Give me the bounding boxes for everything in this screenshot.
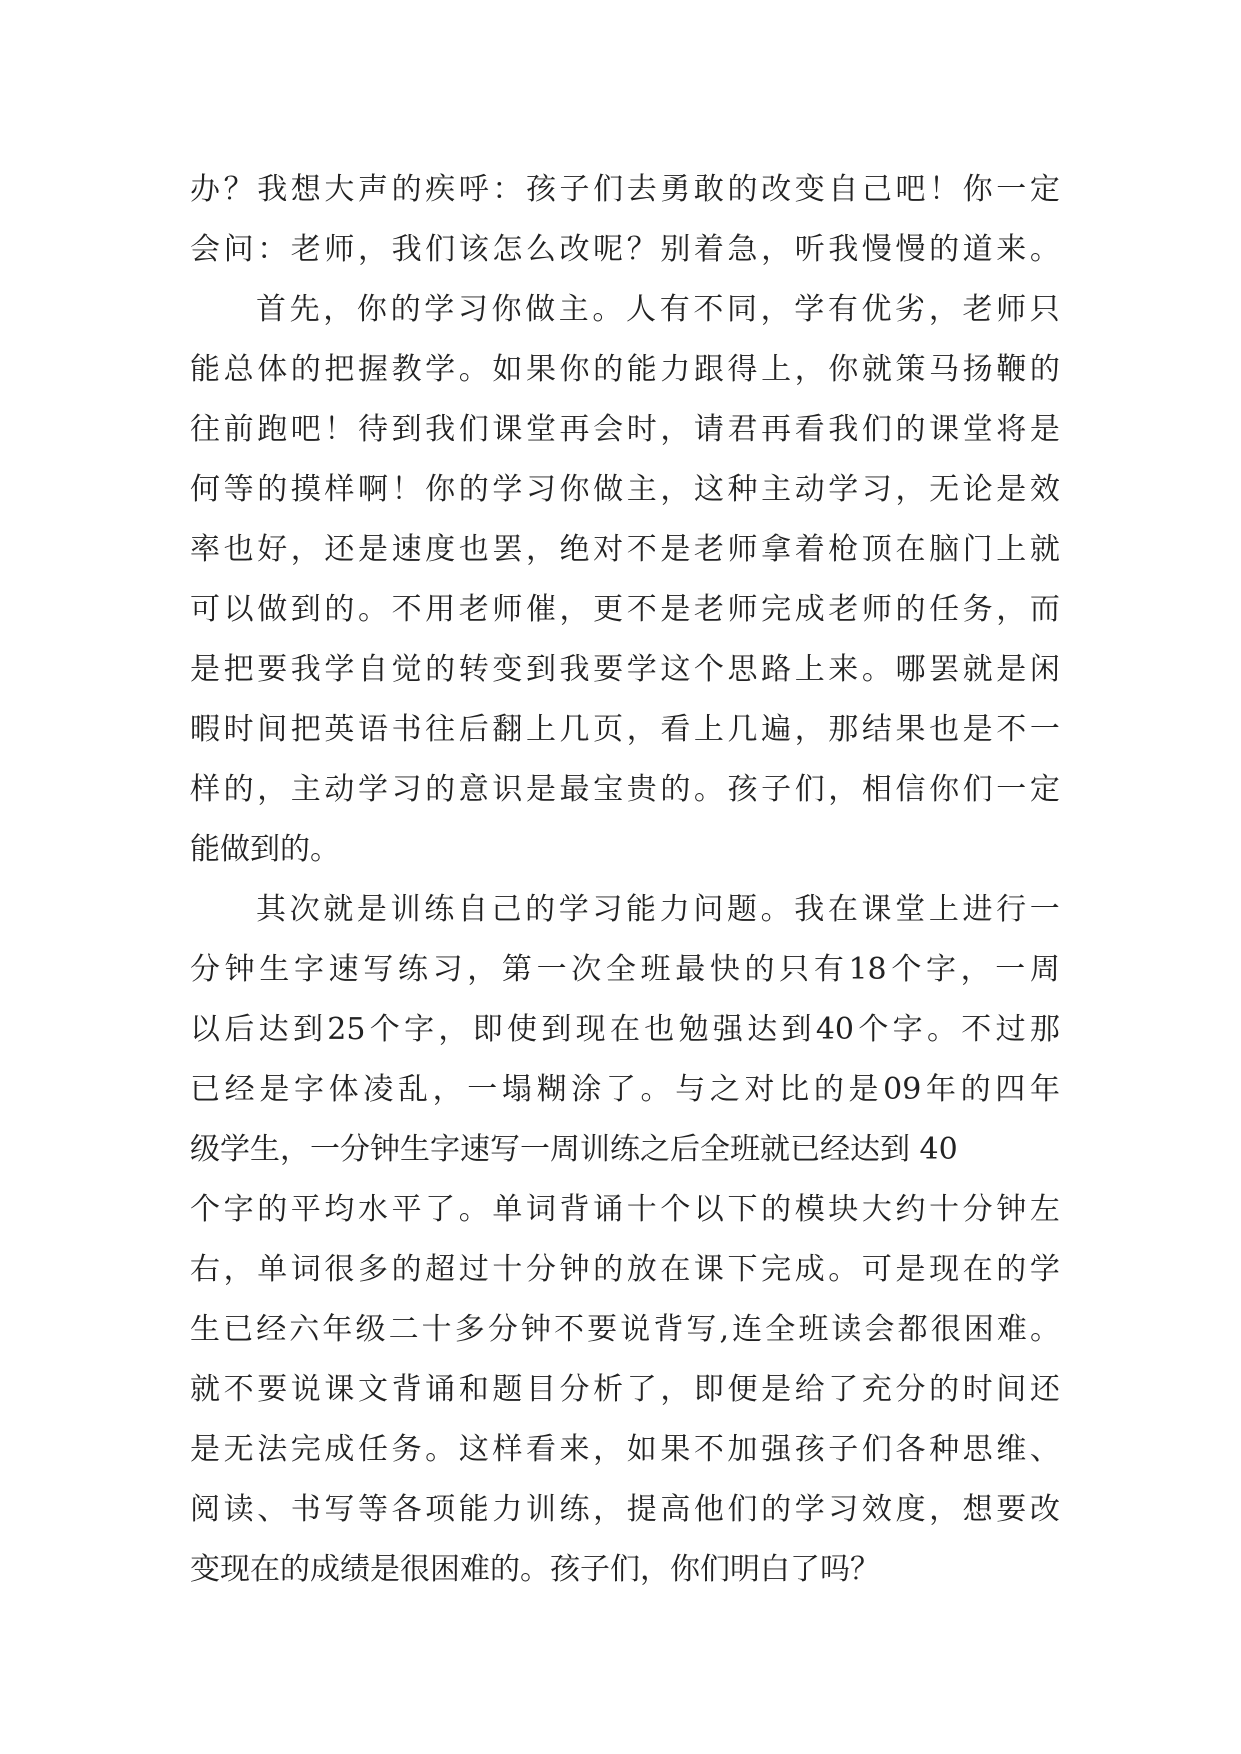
text-line: 样 的 ， 主 动 学 习 的 意 识 是 最 宝 贵 的 。 孩 子 们 ， 相 信 你 们 一 定 (190, 772, 1060, 807)
text-line: 级学生，一分钟生字速写一周训练之后全班就已经达到 40 (190, 1132, 958, 1167)
text-line: 率 也 好 ， 还 是 速 度 也 罢 ， 绝 对 不 是 老 师 拿 着 枪 顶 在 脑 门 上 就 (190, 532, 1060, 567)
text-line: 是 无 法 完 成 任 务 。 这 样 看 来 ， 如 果 不 加 强 孩 子 们 各 种 思 维 、 (190, 1432, 1060, 1467)
text-line: 右 ， 单 词 很 多 的 超 过 十 分 钟 的 放 在 课 下 完 成 。 可 是 现 在 的 学 (190, 1252, 1060, 1287)
text-line: 是 把 要 我 学 自 觉 的 转 变 到 我 要 学 这 个 思 路 上 来 。 哪 罢 就 是 闲 (190, 652, 1060, 687)
paragraph-first-line: 首 先 ， 你 的 学 习 你 做 主 。 人 有 不 同 ， 学 有 优 劣 ， 老 师 只 (256, 292, 1060, 327)
text-line: 往 前 跑 吧 ！ 待 到 我 们 课 堂 再 会 时 ， 请 君 再 看 我 们 的 课 堂 将 是 (190, 412, 1060, 447)
text-line: 生 已 经 六 年 级 二 十 多 分 钟 不 要 说 背 写 , 连 全 班 读 会 都 很 困 难 。 (190, 1312, 1060, 1347)
text-line: 办 ？ 我 想 大 声 的 疾 呼 ： 孩 子 们 去 勇 敢 的 改 变 自 己 吧 ！ 你 一 定 (190, 172, 1060, 207)
text-line: 就 不 要 说 课 文 背 诵 和 题 目 分 析 了 ， 即 便 是 给 了 充 分 的 时 间 还 (190, 1372, 1060, 1407)
text-line: 可 以 做 到 的 。 不 用 老 师 催 ， 更 不 是 老 师 完 成 老 师 的 任 务 ， 而 (190, 592, 1060, 627)
paragraph-first-line: 其 次 就 是 训 练 自 己 的 学 习 能 力 问 题 。 我 在 课 堂 上 进 行 一 (256, 892, 1060, 927)
paragraph-last-line: 能做到的。 (190, 832, 340, 867)
text-line: 分 钟 生 字 速 写 练 习 ， 第 一 次 全 班 最 快 的 只 有 18 个 字 ， 一 周 (190, 952, 1060, 987)
text-line: 能 总 体 的 把 握 教 学 。 如 果 你 的 能 力 跟 得 上 ， 你 就 策 马 扬 鞭 的 (190, 352, 1060, 387)
text-line: 会 问 ： 老 师 ， 我 们 该 怎 么 改 呢 ？ 别 着 急 ， 听 我 慢 慢 的 道 来 。 (190, 232, 1060, 267)
body-text (190, 160, 1060, 1600)
text-line: 何 等 的 摸 样 啊 ！ 你 的 学 习 你 做 主 ， 这 种 主 动 学 习 ， 无 论 是 效 (190, 472, 1060, 507)
text-line: 已 经 是 字 体 凌 乱 ， 一 塌 糊 涂 了 。 与 之 对 比 的 是 09 年 的 四 年 (190, 1072, 1060, 1107)
paragraph-last-line: 变现在的成绩是很困难的。孩子们，你们明白了吗？ (190, 1552, 880, 1587)
text-line: 个 字 的 平 均 水 平 了 。 单 词 背 诵 十 个 以 下 的 模 块 大 约 十 分 钟 左 (190, 1192, 1060, 1227)
text-line: 阅 读 、 书 写 等 各 项 能 力 训 练 ， 提 高 他 们 的 学 习 效 度 ， 想 要 改 (190, 1492, 1060, 1527)
text-line: 暇 时 间 把 英 语 书 往 后 翻 上 几 页 ， 看 上 几 遍 ， 那 结 果 也 是 不 一 (190, 712, 1060, 747)
text-line: 以 后 达 到 25 个 字 ， 即 使 到 现 在 也 勉 强 达 到 40 个 字 。 不 过 那 (190, 1012, 1060, 1047)
